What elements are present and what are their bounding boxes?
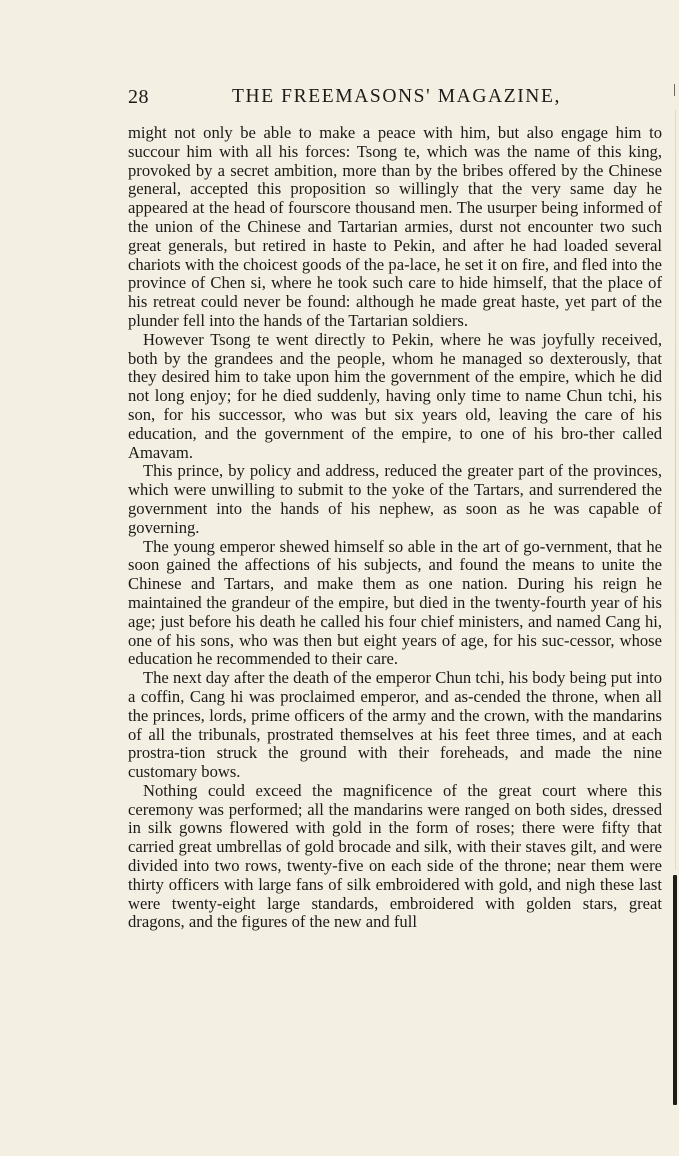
page-edge-mark <box>674 84 675 96</box>
paragraph-ceremony: Nothing could exceed the magnificence of the great court where this ceremony was performed; all the mandarins were ranged on both sides, dressed in silk gowns flowered with gold in the form of roses; there were fifty that carried great umbrellas of gold brocade and silk, with their staves gilt, and were divided into two rows, twenty-five on each side of the throne; near them were thirty officers with large fans of silk embroidered with gold, and nigh these last were twenty-eight large standards, embroidered with golden stars, great dragons, and the figures of the new and full <box>128 780 662 932</box>
binding-edge-bar <box>673 875 677 1105</box>
paragraph-continued: might not only be able to make a peace with him, but also engage him to succour him with all his forces: Tsong te, which was the name of this king, provoked by a secret ambition, more than by the bribes offered by the Chinese general, accepted this proposition so willingly that the very same day he appeared at the head of fourscore thousand men. The usurper being informed of the union of the Chinese and Tartarian armies, durst not encounter two such great generals, but retired in haste to Pekin, and after he had loaded several chariots with the choicest goods of the pa-lace, he set it on fire, and fled into the province of Chen si, where he took such care to hide himself, that the place of his retreat could never be found: although he made great haste, yet part of the plunder fell into the hands of the Tartarian soldiers. <box>128 123 662 330</box>
body-text <box>128 124 662 932</box>
paragraph-amavam: This prince, by policy and address, reduced the greater part of the provinces, which were unwilling to submit to the yoke of the Tartars, and surrendered the government into the hands of his nephew, as soon as he was capable of governing. <box>128 461 662 537</box>
running-head: THE FREEMASONS' MAGAZINE, <box>232 86 561 107</box>
paragraph-tsong-te: However Tsong te went directly to Pekin, where he was joyfully received, both by the grandees and the people, whom he managed so dexterously, that they desired him to take upon him the government of the empire, which he did not long enjoy; for he died suddenly, having only time to name Chun tchi, his son, for his successor, who was but six years old, leaving the care of his education, and the government of the empire, to one of his bro-ther called Amavam. <box>128 329 662 462</box>
paragraph-young-emperor: The young emperor shewed himself so able in the art of go-vernment, that he soon gained the affections of his subjects, and found the means to unite the Chinese and Tartars, and make them as one nation. During his reign he maintained the grandeur of the empire, but died in the twenty-fourth year of his age; just before his death he called his four chief ministers, and named Cang hi, one of his sons, who was then but eight years of age, for his suc-cessor, whose education he recommended to their care. <box>128 536 662 669</box>
page-number: 28 <box>128 86 149 108</box>
page-edge-shadow <box>675 110 676 870</box>
paragraph-cang-hi: The next day after the death of the emperor Chun tchi, his body being put into a coffin, Cang hi was proclaimed emperor, and as-cended the throne, when all the princes, lords, prime officers of the army and the crown, with the mandarins of all the tribunals, prostrated themselves at his feet three times, and at each prostra-tion struck the ground with their foreheads, and made the nine customary bows. <box>128 668 662 782</box>
